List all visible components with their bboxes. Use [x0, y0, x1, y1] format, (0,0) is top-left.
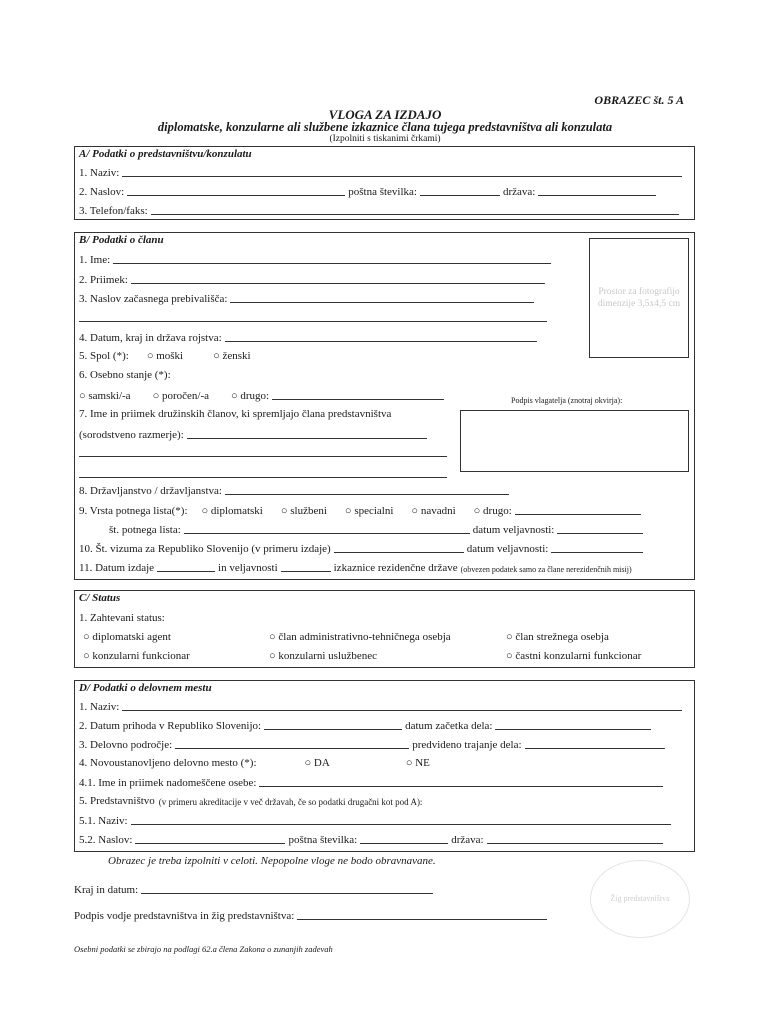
- d-trajanje-label: predvideno trajanje dela:: [412, 739, 522, 751]
- b-datum-field[interactable]: [225, 331, 537, 342]
- d-naziv51-row: [79, 814, 674, 827]
- b-naslov-row: [79, 292, 537, 305]
- b-drzavljanstvo-field[interactable]: [225, 484, 509, 495]
- b-izdaja-row: [79, 561, 632, 574]
- a-telefon-row: [79, 204, 682, 217]
- d-postna-field[interactable]: [360, 833, 448, 844]
- d-naziv-field[interactable]: [122, 700, 682, 711]
- a-telefon-field[interactable]: [151, 204, 679, 215]
- d-novo-da[interactable]: ○ DA: [304, 757, 330, 769]
- kraj-datum-field[interactable]: [141, 883, 433, 894]
- b-izdaja-label: 11. Datum izdaje: [79, 562, 155, 574]
- a-telefon-label: 3. Telefon/faks:: [79, 205, 148, 217]
- form-subtitle: diplomatske, konzularne ali službene izkaznice člana tujega predstavništva ali konzulata: [157, 120, 613, 134]
- b-spol-zenski[interactable]: ○ ženski: [213, 350, 251, 362]
- b-viza-datum-label: datum veljavnosti:: [466, 543, 549, 555]
- b-vrsta-row: [79, 504, 644, 517]
- b-ime-field[interactable]: [113, 253, 551, 264]
- d-naslov52-field[interactable]: [135, 833, 285, 844]
- d-naslov52-label: 5.2. Naslov:: [79, 834, 133, 846]
- completion-note: Obrazec je treba izpolniti v celoti. Nepopolne vloge ne bodo obravnavane.: [108, 855, 436, 867]
- d-trajanje-field[interactable]: [525, 738, 665, 749]
- section-c-title: C/ Status: [79, 592, 121, 604]
- b-drugo-field[interactable]: [272, 389, 444, 400]
- b-veljavnost-field[interactable]: [281, 561, 331, 572]
- c-castni[interactable]: ○ častni konzularni funkcionar: [506, 650, 642, 662]
- kraj-datum-row: [74, 883, 436, 896]
- form-instruction: (Izpolniti s tiskanimi črkami): [329, 134, 441, 144]
- podpis-field[interactable]: [297, 909, 547, 920]
- b-potni-datum-label: datum veljavnosti:: [472, 524, 555, 536]
- d-naziv-row: [79, 700, 685, 713]
- d-predstavnistvo-row: [79, 795, 422, 807]
- d-zacetek-label: datum začetka dela:: [405, 720, 493, 732]
- b-vrsta-label: 9. Vrsta potnega lista(*):: [79, 505, 188, 517]
- b-naslov-field-2[interactable]: [79, 320, 547, 322]
- stamp-area: Žig predstavništva: [590, 860, 690, 938]
- b-vrsta-drugo-field[interactable]: [515, 504, 641, 515]
- b-stanje-options: [79, 389, 447, 402]
- b-izdaja-note: (obvezen podatek samo za člane nerezidenčnih misij): [460, 565, 632, 574]
- c-diplomatski-agent[interactable]: ○ diplomatski agent: [83, 631, 171, 643]
- a-postna-field[interactable]: [420, 185, 500, 196]
- d-nadomescene-label: 4.1. Ime in priimek nadomeščene osebe:: [79, 777, 257, 789]
- d-naziv-label: 1. Naziv:: [79, 701, 120, 713]
- d-novo-ne[interactable]: ○ NE: [405, 757, 430, 769]
- form-title: VLOGA ZA IZDAJO: [328, 107, 442, 122]
- section-a: [74, 146, 695, 220]
- section-b-title: B/ Podatki o članu: [79, 234, 164, 246]
- b-veljavnost-label: in veljavnosti: [218, 562, 278, 574]
- b-drzavljanstvo-label: 8. Državljanstvo / državljanstva:: [79, 485, 222, 497]
- kraj-datum-label: Kraj in datum:: [74, 884, 139, 896]
- b-stanje-row: [79, 369, 171, 381]
- c-konzularni-funkcionar[interactable]: ○ konzularni funkcionar: [83, 650, 190, 662]
- a-drzava-field[interactable]: [538, 185, 656, 196]
- d-drzava-label: država:: [451, 834, 484, 846]
- b-viza-datum-field[interactable]: [551, 542, 643, 553]
- b-drugo[interactable]: ○ drugo:: [231, 390, 270, 402]
- d-prihod-row: [79, 719, 654, 732]
- b-samski[interactable]: ○ samski/-a: [79, 390, 131, 402]
- a-naslov-row: [79, 185, 659, 198]
- section-a-title: A/ Podatki o predstavništvu/konzulatu: [79, 148, 252, 160]
- d-prihod-field[interactable]: [264, 719, 402, 730]
- podpis-row: [74, 909, 550, 922]
- b-potni-datum-field[interactable]: [557, 523, 643, 534]
- d-predstavnistvo-label: 5. Predstavništvo: [79, 795, 155, 807]
- b-datum-row: [79, 331, 540, 344]
- d-prihod-label: 2. Datum prihoda v Republiko Slovenijo:: [79, 720, 262, 732]
- section-c: [74, 590, 695, 668]
- c-konzularni-usluzbenec[interactable]: ○ konzularni uslužbenec: [269, 650, 378, 662]
- b-ime-label: 1. Ime:: [79, 254, 111, 266]
- b-vrsta-diplomatski[interactable]: ○ diplomatski: [201, 505, 263, 517]
- d-nadomescene-field[interactable]: [259, 776, 663, 787]
- a-naslov-field[interactable]: [127, 185, 345, 196]
- d-novo-label: 4. Novoustanovljeno delovno mesto (*):: [79, 757, 257, 769]
- signature-box[interactable]: [460, 410, 689, 472]
- b-naslov-label: 3. Naslov začasnega prebivališča:: [79, 293, 228, 305]
- b-druzinski-field-3[interactable]: [79, 476, 447, 478]
- b-priimek-label: 2. Priimek:: [79, 274, 128, 286]
- b-viza-field[interactable]: [334, 542, 464, 553]
- d-naziv51-label: 5.1. Naziv:: [79, 815, 128, 827]
- b-porocen[interactable]: ○ poročen/-a: [152, 390, 209, 402]
- b-potni-row: [109, 523, 646, 536]
- b-naslov-field[interactable]: [230, 292, 534, 303]
- b-sorodstveno-label: (sorodstveno razmerje):: [79, 429, 184, 441]
- a-postna-label: poštna številka:: [348, 186, 417, 198]
- b-stanje-label: 6. Osebno stanje (*):: [79, 369, 171, 381]
- b-spol-row: [79, 350, 251, 362]
- c-zahtevani-row: [79, 612, 165, 624]
- b-druzinski-row: [79, 408, 391, 420]
- b-potni-field[interactable]: [184, 523, 470, 534]
- b-sorodstveno-field[interactable]: [187, 428, 427, 439]
- c-administrativno[interactable]: ○ član administrativno-tehničnega osebja: [269, 631, 451, 643]
- b-druzinski-field-2[interactable]: [79, 455, 447, 457]
- d-novo-row: [79, 757, 430, 769]
- d-drzava-field[interactable]: [487, 833, 663, 844]
- b-priimek-field[interactable]: [131, 273, 545, 284]
- a-drzava-label: država:: [502, 186, 536, 198]
- d-podrocje-field[interactable]: [175, 738, 409, 749]
- signature-label: Podpis vlagatelja (znotraj okvirja):: [511, 396, 623, 405]
- section-d-title: D/ Podatki o delovnem mestu: [79, 682, 212, 694]
- d-nadomescene-row: [79, 776, 666, 789]
- legal-note: Osebni podatki se zbirajo na podlagi 62.a člena Zakona o zunanjih zadevah: [74, 944, 333, 954]
- b-ime-row: [79, 253, 554, 266]
- d-postna-label: poštna številka:: [288, 834, 358, 846]
- a-naslov-label: 2. Naslov:: [79, 186, 125, 198]
- form-number: OBRAZEC št. 5 A: [594, 93, 684, 107]
- d-naziv51-field[interactable]: [131, 814, 671, 825]
- b-vrsta-specialni[interactable]: ○ specialni: [344, 505, 394, 517]
- a-naziv-row: [79, 166, 685, 179]
- podpis-label: Podpis vodje predstavništva in žig predstavništva:: [74, 910, 295, 922]
- b-sorodstveno-row: [79, 428, 430, 441]
- b-rezidencna-label: izkaznice rezidenčne države: [333, 562, 458, 574]
- d-naslov52-row: [79, 833, 666, 846]
- d-zacetek-field[interactable]: [495, 719, 651, 730]
- c-zahtevani-label: 1. Zahtevani status:: [79, 612, 165, 624]
- b-vrsta-navadni[interactable]: ○ navadni: [411, 505, 456, 517]
- b-potni-label: št. potnega lista:: [109, 524, 181, 536]
- b-viza-row: [79, 542, 646, 555]
- b-priimek-row: [79, 273, 548, 286]
- b-vrsta-sluzbeni[interactable]: ○ službeni: [280, 505, 327, 517]
- b-druzinski-label: 7. Ime in priimek družinskih članov, ki spremljajo člana predstavništva: [79, 408, 392, 420]
- a-naziv-label: 1. Naziv:: [79, 167, 120, 179]
- c-strezno[interactable]: ○ član strežnega osebja: [506, 631, 609, 643]
- d-predstavnistvo-note: (v primeru akreditacije v več državah, če so podatki drugačni kot pod A):: [158, 797, 423, 807]
- d-podrocje-label: 3. Delovno področje:: [79, 739, 173, 751]
- section-b: [74, 232, 695, 580]
- b-spol-label: 5. Spol (*):: [79, 350, 129, 362]
- b-viza-label: 10. Št. vizuma za Republiko Slovenijo (v primeru izdaje): [79, 543, 331, 555]
- photo-placeholder: Prostor za fotografijo dimenzije 3,5x4,5 cm: [589, 238, 689, 358]
- section-d: [74, 680, 695, 852]
- a-naziv-field[interactable]: [122, 166, 682, 177]
- b-datum-label: 4. Datum, kraj in država rojstva:: [79, 332, 222, 344]
- b-spol-moski[interactable]: ○ moški: [146, 350, 184, 362]
- b-drzavljanstvo-row: [79, 484, 512, 497]
- d-podrocje-row: [79, 738, 668, 751]
- b-izdaja-field[interactable]: [157, 561, 215, 572]
- b-vrsta-drugo[interactable]: ○ drugo:: [473, 505, 512, 517]
